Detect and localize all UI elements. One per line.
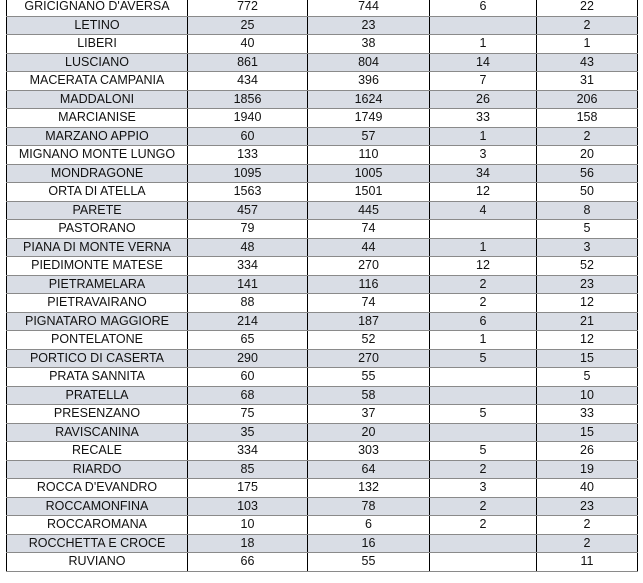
comune-cell: PIETRAMELARA [7, 275, 188, 294]
value-cell-4: 3 [537, 238, 638, 257]
value-cell-1: 141 [188, 275, 308, 294]
value-cell-1: 35 [188, 423, 308, 442]
table-row [7, 294, 638, 313]
comune-cell: PIANA DI MONTE VERNA [7, 238, 188, 257]
value-cell-2: 37 [308, 405, 430, 424]
table-row [7, 534, 638, 553]
value-cell-2: 74 [308, 220, 430, 239]
value-cell-4: 5 [537, 220, 638, 239]
value-cell-2: 55 [308, 553, 430, 572]
table-row [7, 442, 638, 461]
comune-cell: PIEDIMONTE MATESE [7, 257, 188, 276]
table-row [7, 405, 638, 424]
value-cell-3: 5 [430, 442, 537, 461]
value-cell-1: 214 [188, 312, 308, 331]
value-cell-4: 19 [537, 460, 638, 479]
comune-cell: LUSCIANO [7, 53, 188, 72]
comune-cell: MADDALONI [7, 90, 188, 109]
value-cell-2: 74 [308, 294, 430, 313]
value-cell-2: 132 [308, 479, 430, 498]
table-row [7, 0, 638, 16]
value-cell-4: 52 [537, 257, 638, 276]
value-cell-2: 52 [308, 331, 430, 350]
value-cell-1: 60 [188, 127, 308, 146]
value-cell-3: 33 [430, 109, 537, 128]
value-cell-2: 64 [308, 460, 430, 479]
value-cell-3: 34 [430, 164, 537, 183]
value-cell-4: 8 [537, 201, 638, 220]
table-row [7, 479, 638, 498]
value-cell-2: 110 [308, 146, 430, 165]
value-cell-2: 20 [308, 423, 430, 442]
value-cell-1: 103 [188, 497, 308, 516]
value-cell-4: 1 [537, 35, 638, 54]
value-cell-1: 290 [188, 349, 308, 368]
value-cell-2: 396 [308, 72, 430, 91]
value-cell-3: 1 [430, 35, 537, 54]
value-cell-4: 12 [537, 294, 638, 313]
value-cell-4: 20 [537, 146, 638, 165]
value-cell-4: 2 [537, 127, 638, 146]
value-cell-4: 5 [537, 368, 638, 387]
value-cell-1: 1095 [188, 164, 308, 183]
value-cell-3 [430, 534, 537, 553]
value-cell-4: 23 [537, 275, 638, 294]
value-cell-4: 158 [537, 109, 638, 128]
table-row [7, 349, 638, 368]
value-cell-3: 6 [430, 0, 537, 16]
comune-cell: RUVIANO [7, 553, 188, 572]
value-cell-3: 1 [430, 127, 537, 146]
table-row [7, 35, 638, 54]
comune-cell: ROCCAMONFINA [7, 497, 188, 516]
value-cell-2: 6 [308, 516, 430, 535]
value-cell-1: 1563 [188, 183, 308, 202]
table-row [7, 90, 638, 109]
value-cell-1: 65 [188, 331, 308, 350]
comune-cell: PRESENZANO [7, 405, 188, 424]
comune-cell: ROCCHETTA E CROCE [7, 534, 188, 553]
value-cell-2: 303 [308, 442, 430, 461]
value-cell-4: 33 [537, 405, 638, 424]
value-cell-3: 2 [430, 275, 537, 294]
value-cell-4: 2 [537, 516, 638, 535]
value-cell-3: 1 [430, 238, 537, 257]
comune-cell: MACERATA CAMPANIA [7, 72, 188, 91]
value-cell-4: 56 [537, 164, 638, 183]
comune-cell: ORTA DI ATELLA [7, 183, 188, 202]
value-cell-2: 38 [308, 35, 430, 54]
value-cell-3: 6 [430, 312, 537, 331]
value-cell-3 [430, 16, 537, 35]
value-cell-1: 334 [188, 442, 308, 461]
value-cell-1: 18 [188, 534, 308, 553]
value-cell-4: 2 [537, 534, 638, 553]
value-cell-4: 31 [537, 72, 638, 91]
value-cell-1: 75 [188, 405, 308, 424]
value-cell-3: 2 [430, 460, 537, 479]
table-row [7, 16, 638, 35]
value-cell-3 [430, 220, 537, 239]
value-cell-1: 25 [188, 16, 308, 35]
value-cell-4: 10 [537, 386, 638, 405]
comune-cell: LIBERI [7, 35, 188, 54]
comune-cell: ROCCA D'EVANDRO [7, 479, 188, 498]
table-row [7, 368, 638, 387]
value-cell-2: 744 [308, 0, 430, 16]
value-cell-4: 206 [537, 90, 638, 109]
value-cell-4: 43 [537, 53, 638, 72]
value-cell-3: 5 [430, 405, 537, 424]
comune-cell: MARZANO APPIO [7, 127, 188, 146]
value-cell-1: 79 [188, 220, 308, 239]
value-cell-3 [430, 386, 537, 405]
comune-cell: PIGNATARO MAGGIORE [7, 312, 188, 331]
value-cell-2: 78 [308, 497, 430, 516]
table-row [7, 257, 638, 276]
value-cell-1: 48 [188, 238, 308, 257]
table-row [7, 312, 638, 331]
value-cell-2: 270 [308, 349, 430, 368]
table-row [7, 423, 638, 442]
value-cell-1: 60 [188, 368, 308, 387]
table-body [7, 0, 638, 571]
table-row [7, 275, 638, 294]
comune-cell: PIETRAVAIRANO [7, 294, 188, 313]
table-row [7, 553, 638, 572]
value-cell-1: 40 [188, 35, 308, 54]
value-cell-3: 12 [430, 183, 537, 202]
value-cell-4: 40 [537, 479, 638, 498]
comune-cell: MARCIANISE [7, 109, 188, 128]
value-cell-4: 11 [537, 553, 638, 572]
value-cell-4: 26 [537, 442, 638, 461]
value-cell-1: 133 [188, 146, 308, 165]
value-cell-3: 4 [430, 201, 537, 220]
table-row [7, 146, 638, 165]
comune-cell: PASTORANO [7, 220, 188, 239]
value-cell-4: 15 [537, 423, 638, 442]
value-cell-4: 23 [537, 497, 638, 516]
value-cell-3: 3 [430, 479, 537, 498]
value-cell-1: 85 [188, 460, 308, 479]
value-cell-2: 116 [308, 275, 430, 294]
value-cell-3: 3 [430, 146, 537, 165]
value-cell-3 [430, 423, 537, 442]
comune-cell: PONTELATONE [7, 331, 188, 350]
value-cell-4: 50 [537, 183, 638, 202]
value-cell-3: 12 [430, 257, 537, 276]
value-cell-3: 7 [430, 72, 537, 91]
comune-cell: MIGNANO MONTE LUNGO [7, 146, 188, 165]
table-row [7, 201, 638, 220]
value-cell-3: 14 [430, 53, 537, 72]
value-cell-3: 2 [430, 497, 537, 516]
value-cell-1: 772 [188, 0, 308, 16]
table-row [7, 460, 638, 479]
value-cell-3 [430, 553, 537, 572]
value-cell-2: 23 [308, 16, 430, 35]
value-cell-4: 21 [537, 312, 638, 331]
value-cell-2: 445 [308, 201, 430, 220]
table-row [7, 53, 638, 72]
comune-cell: RIARDO [7, 460, 188, 479]
value-cell-2: 1624 [308, 90, 430, 109]
comune-cell: PRATELLA [7, 386, 188, 405]
comune-cell: GRICIGNANO D'AVERSA [7, 0, 188, 16]
comune-cell: LETINO [7, 16, 188, 35]
value-cell-1: 334 [188, 257, 308, 276]
value-cell-1: 457 [188, 201, 308, 220]
value-cell-1: 1940 [188, 109, 308, 128]
value-cell-2: 44 [308, 238, 430, 257]
value-cell-2: 1749 [308, 109, 430, 128]
value-cell-2: 804 [308, 53, 430, 72]
comune-cell: PRATA SANNITA [7, 368, 188, 387]
data-table [6, 0, 638, 572]
value-cell-2: 57 [308, 127, 430, 146]
table-row [7, 127, 638, 146]
value-cell-2: 1501 [308, 183, 430, 202]
comune-cell: PORTICO DI CASERTA [7, 349, 188, 368]
value-cell-2: 16 [308, 534, 430, 553]
value-cell-2: 58 [308, 386, 430, 405]
comune-cell: MONDRAGONE [7, 164, 188, 183]
value-cell-3: 2 [430, 294, 537, 313]
comune-cell: ROCCAROMANA [7, 516, 188, 535]
value-cell-2: 1005 [308, 164, 430, 183]
table-row [7, 220, 638, 239]
value-cell-2: 55 [308, 368, 430, 387]
table-row [7, 331, 638, 350]
value-cell-1: 861 [188, 53, 308, 72]
value-cell-1: 1856 [188, 90, 308, 109]
value-cell-3: 2 [430, 516, 537, 535]
value-cell-1: 88 [188, 294, 308, 313]
value-cell-3: 26 [430, 90, 537, 109]
table-row [7, 72, 638, 91]
value-cell-1: 66 [188, 553, 308, 572]
table-row [7, 164, 638, 183]
value-cell-4: 12 [537, 331, 638, 350]
value-cell-2: 270 [308, 257, 430, 276]
comune-cell: RECALE [7, 442, 188, 461]
table-row [7, 183, 638, 202]
value-cell-4: 15 [537, 349, 638, 368]
comune-cell: PARETE [7, 201, 188, 220]
value-cell-2: 187 [308, 312, 430, 331]
value-cell-1: 434 [188, 72, 308, 91]
value-cell-4: 22 [537, 0, 638, 16]
value-cell-3: 5 [430, 349, 537, 368]
value-cell-4: 2 [537, 16, 638, 35]
value-cell-1: 10 [188, 516, 308, 535]
table-row [7, 238, 638, 257]
comune-cell: RAVISCANINA [7, 423, 188, 442]
value-cell-1: 175 [188, 479, 308, 498]
table-row [7, 386, 638, 405]
table-row [7, 109, 638, 128]
value-cell-1: 68 [188, 386, 308, 405]
value-cell-3: 1 [430, 331, 537, 350]
table-row [7, 516, 638, 535]
value-cell-3 [430, 368, 537, 387]
table-row [7, 497, 638, 516]
